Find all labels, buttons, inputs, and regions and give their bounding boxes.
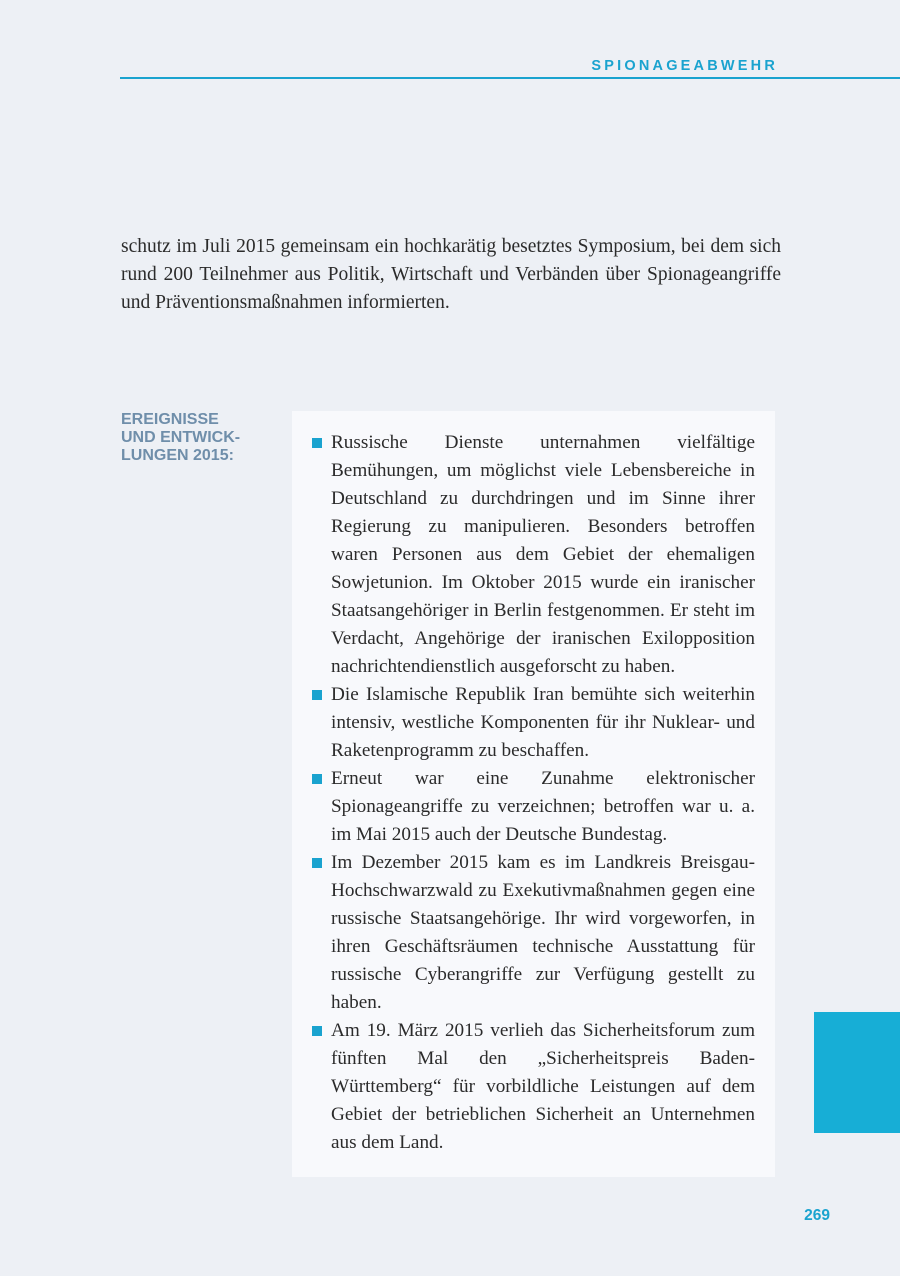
sidebar-heading-line: EREIGNISSE	[121, 411, 219, 428]
list-item	[312, 681, 755, 765]
event-text: Erneut war eine Zunahme elektronischer Spionageangriffe zu verzeichnen; betroffen war u. a. im Mai 2015 auch der Deutsche Bundestag.	[331, 768, 755, 845]
events-list	[312, 429, 755, 1157]
list-item	[312, 849, 755, 1017]
chapter-tab-marker	[814, 1012, 900, 1133]
square-bullet-icon	[312, 690, 322, 700]
sidebar-heading-line: UND ENTWICK-	[121, 429, 241, 446]
event-text: Im Dezember 2015 kam es im Landkreis Breisgau-Hochschwarzwald zu Exekutivmaßnahmen gegen eine russische Staatsangehörige. Ihr wird vorgeworfen, in ihren Geschäftsräumen technische Ausstattung für russische Cyberangriffe zur Verfügung gestellt zu haben.	[331, 852, 755, 1013]
intro-paragraph: schutz im Juli 2015 gemeinsam ein hochkarätig besetztes Symposium, bei dem sich rund 200 Teilnehmer aus Politik, Wirtschaft und Verbänden über Spionageangriffe und Präventionsmaßnahmen informierten.	[121, 236, 781, 313]
list-item	[312, 765, 755, 849]
event-text: Am 19. März 2015 verlieh das Sicherheitsforum zum fünften Mal den „Sicherheitspreis Baden-Württemberg“ für vorbildliche Leistungen auf dem Gebiet der betrieblichen Sicherheit an Unternehmen aus dem Land.	[331, 1020, 755, 1153]
sidebar-heading	[121, 411, 281, 465]
page-number: 269	[804, 1207, 830, 1224]
square-bullet-icon	[312, 774, 322, 784]
event-text: Russische Dienste unternahmen vielfältige Bemühungen, um möglichst viele Lebensbereiche in Deutschland zu durchdringen und im Sinne ihrer Regierung zu manipulieren. Besonders betroffen waren Personen aus dem Gebiet der ehemaligen Sowjetunion. Im Oktober 2015 wurde ein iranischer Staatsangehöriger in Berlin festgenommen. Er steht im Verdacht, Angehörige der iranischen Exilopposition nachrichtendienstlich ausgeforscht zu haben.	[331, 432, 755, 677]
square-bullet-icon	[312, 1026, 322, 1036]
events-box	[292, 411, 775, 1177]
sidebar-heading-line: LUNGEN 2015:	[121, 447, 234, 464]
list-item	[312, 429, 755, 681]
event-text: Die Islamische Republik Iran bemühte sich weiterhin intensiv, westliche Komponenten für ihr Nuklear- und Raketenprogramm zu beschaffen.	[331, 684, 755, 761]
list-item	[312, 1017, 755, 1157]
square-bullet-icon	[312, 438, 322, 448]
running-title: SPIONAGEABWEHR	[591, 58, 778, 74]
header-rule	[120, 77, 900, 79]
square-bullet-icon	[312, 858, 322, 868]
